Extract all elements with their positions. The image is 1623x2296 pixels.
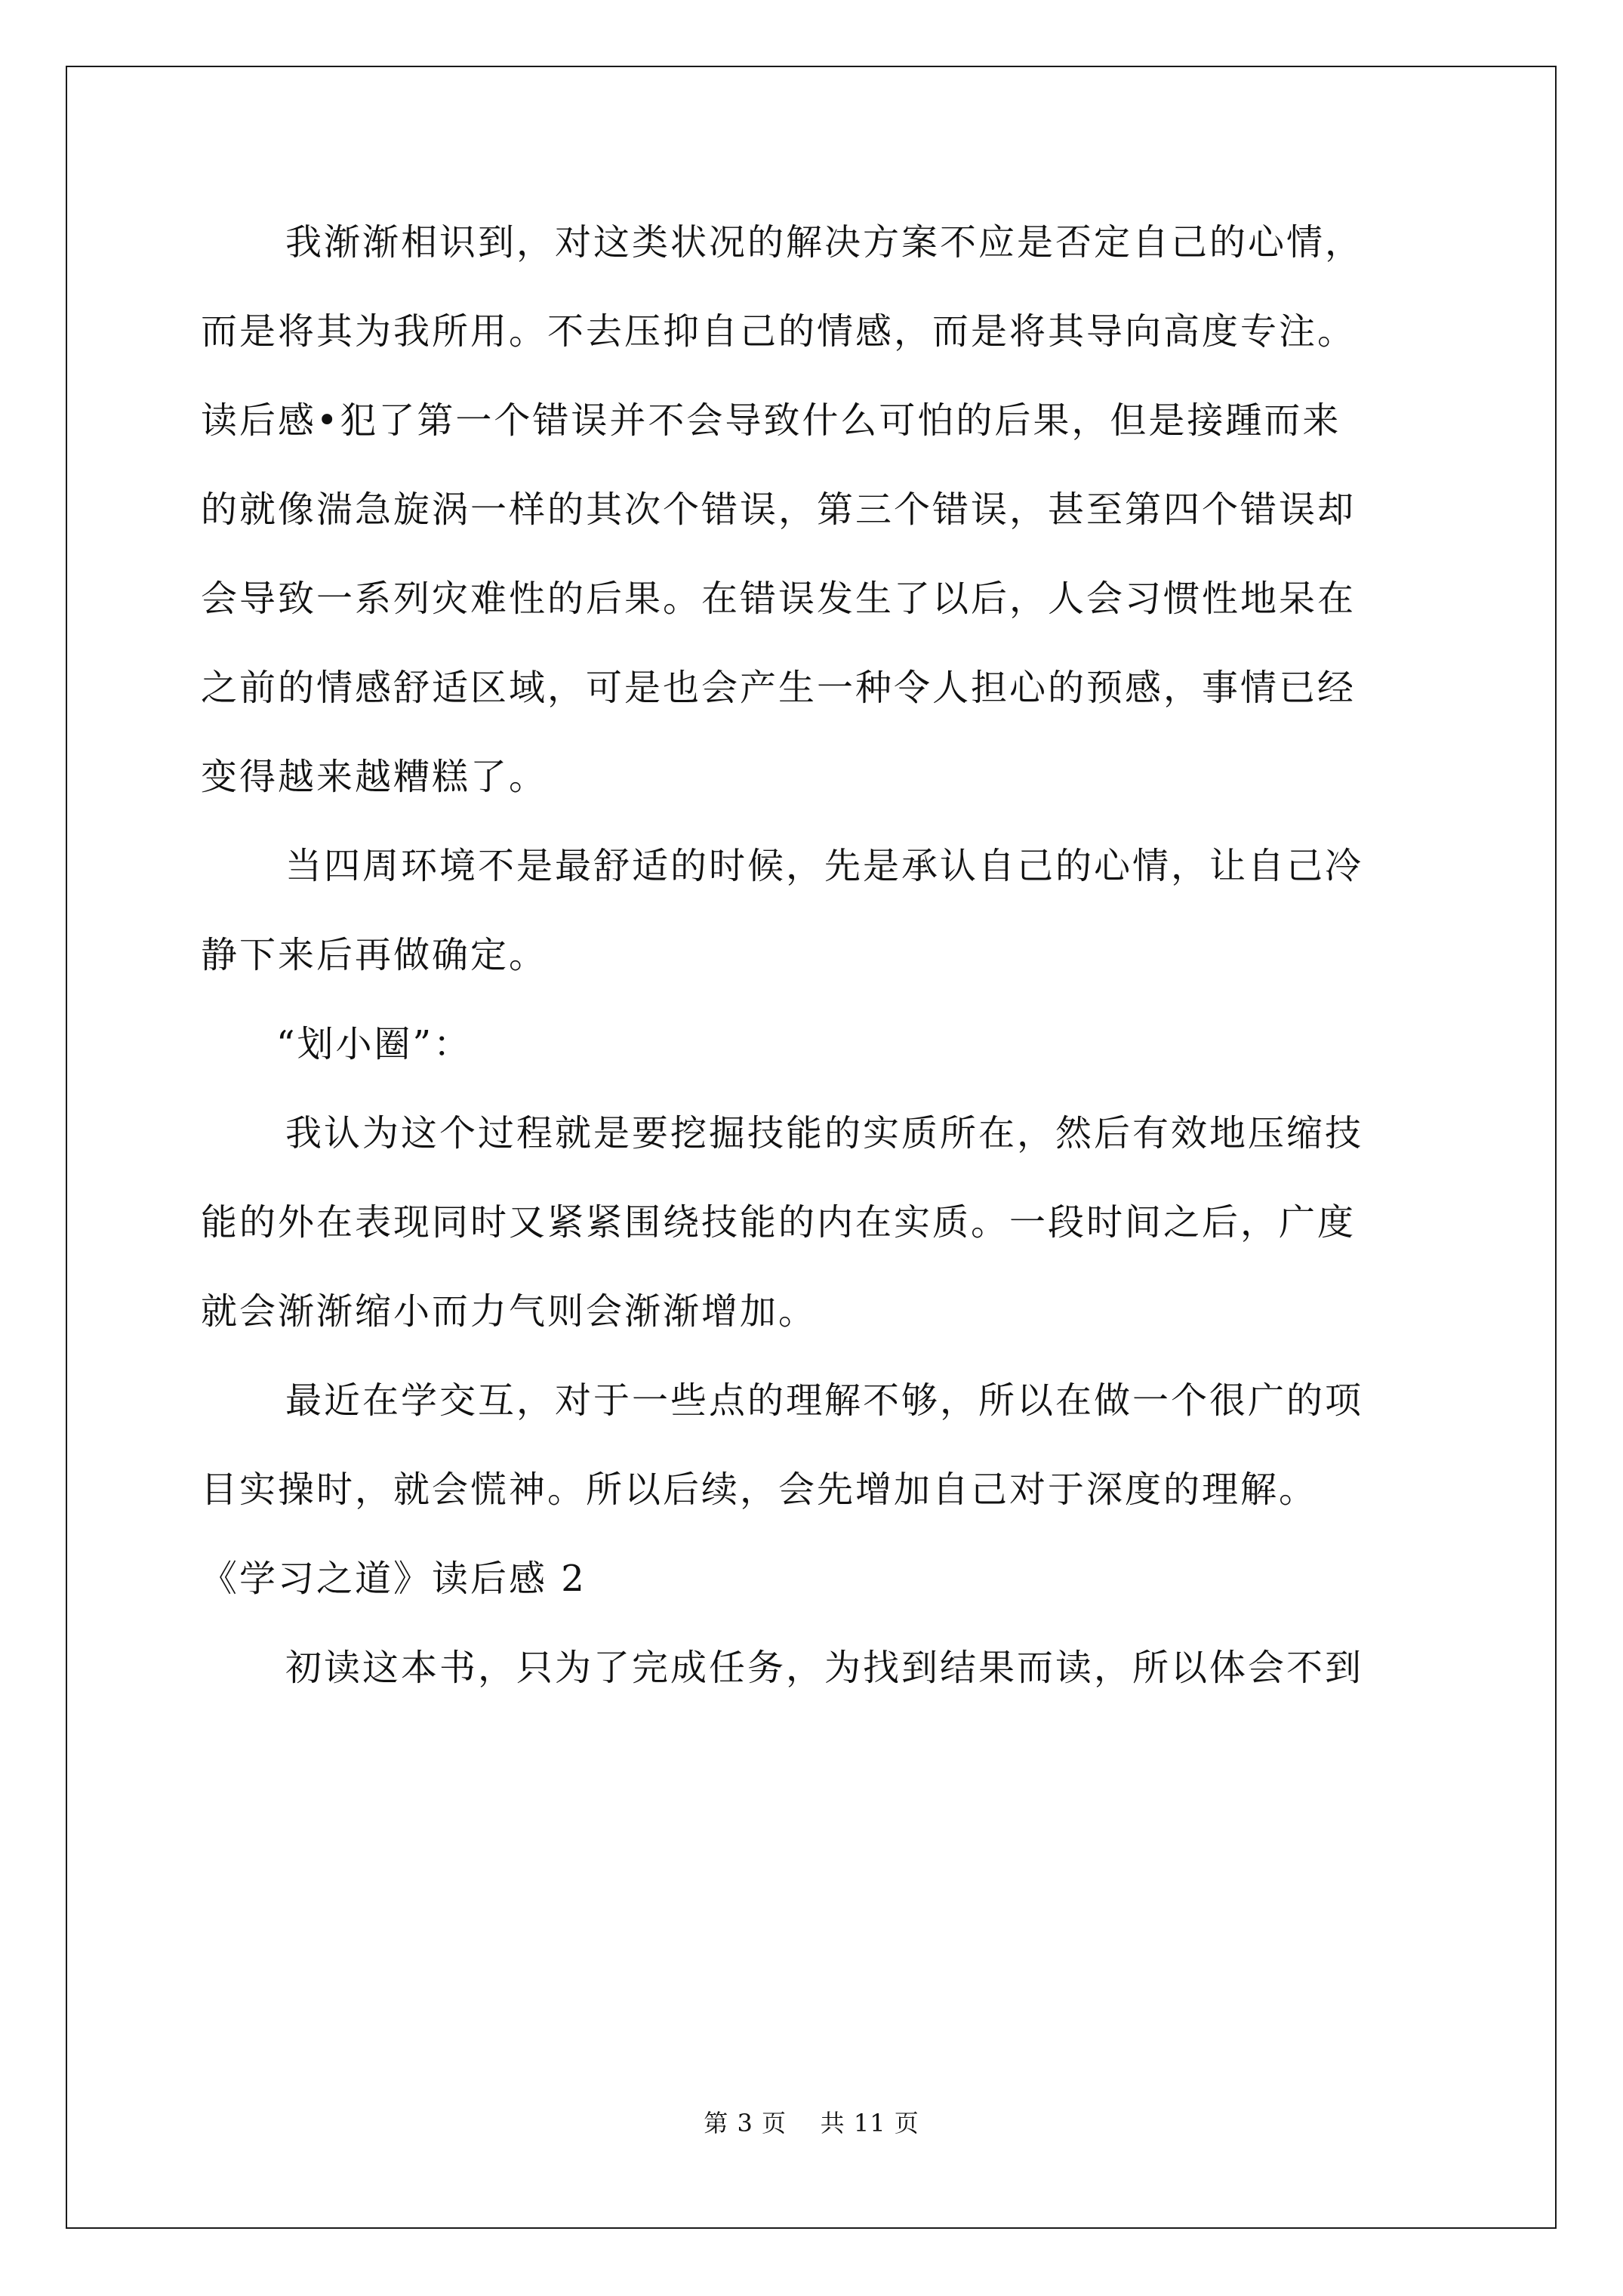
paragraph-line: 读后感•犯了第一个错误并不会导致什么可怕的后果，但是接踵而来 <box>201 399 1341 442</box>
section-title: 《学习之道》读后感 2 <box>201 1558 587 1600</box>
paragraph-line: 变得越来越糟糕了。 <box>201 756 548 798</box>
paragraph-line: 之前的情感舒适区域，可是也会产生一种令人担心的预感，事情已经 <box>201 667 1357 709</box>
paragraph-line: 就会渐渐缩小而力气则会渐渐增加。 <box>201 1290 818 1333</box>
page-footer: 第 3 页 共 11 页 <box>704 2109 919 2137</box>
paragraph-line: 会导致一系列灾难性的后果。在错误发生了以后，人会习惯性地呆在 <box>201 578 1357 620</box>
section-heading: “划小圈”： <box>276 1023 473 1065</box>
paragraph-line: 初读这本书，只为了完成任务，为找到结果而读，所以体会不到 <box>285 1647 1364 1689</box>
document-body <box>201 198 1439 1712</box>
paragraph-line: 我认为这个过程就是要挖掘技能的实质所在，然后有效地压缩技 <box>285 1112 1364 1154</box>
paragraph-line: 最近在学交互，对于一些点的理解不够，所以在做一个很广的项 <box>285 1379 1364 1422</box>
paragraph-line: 当四周环境不是最舒适的时候，先是承认自己的心情，让自己冷 <box>285 845 1364 887</box>
paragraph-line: 能的外在表现同时又紧紧围绕技能的内在实质。一段时间之后，广度 <box>201 1201 1357 1244</box>
paragraph-line: 的就像湍急旋涡一样的其次个错误，第三个错误，甚至第四个错误却 <box>201 488 1357 531</box>
paragraph-line: 静下来后再做确定。 <box>201 934 548 976</box>
paragraph-line: 我渐渐相识到，对这类状况的解决方案不应是否定自己的心情， <box>285 221 1364 264</box>
paragraph-line: 而是将其为我所用。不去压抑自己的情感，而是将其导向高度专注。 <box>201 310 1357 353</box>
paragraph-line: 目实操时，就会慌神。所以后续，会先增加自己对于深度的理解。 <box>201 1469 1318 1511</box>
